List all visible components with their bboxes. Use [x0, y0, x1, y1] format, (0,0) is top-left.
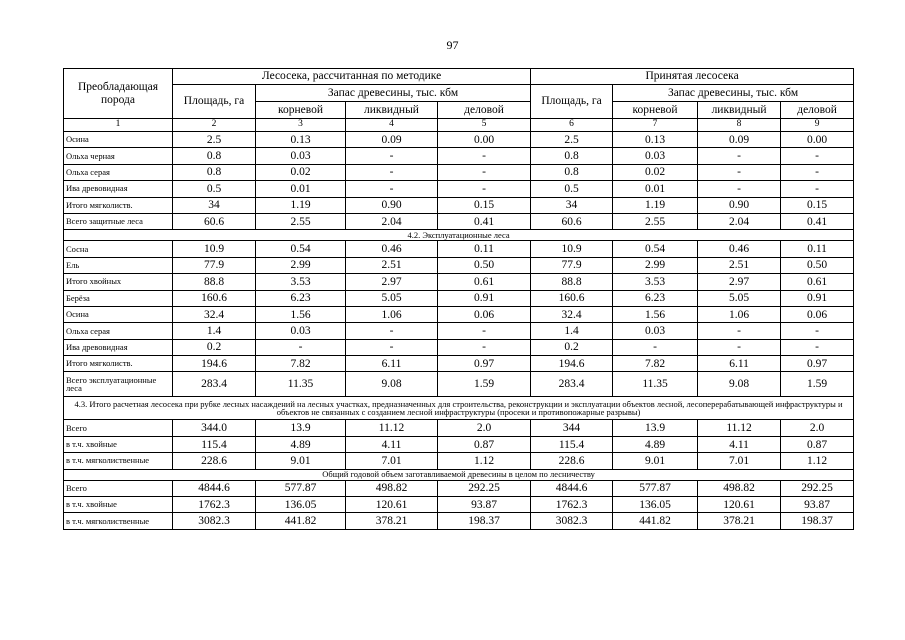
cell-value: -	[781, 323, 854, 339]
cell-value: 0.97	[781, 356, 854, 372]
row-label: Всего	[64, 480, 173, 496]
cell-value: 0.06	[781, 306, 854, 322]
cell-value: 1.59	[438, 372, 531, 397]
cell-value: 1.4	[531, 323, 613, 339]
row-label: Итого мягколиств.	[64, 197, 173, 213]
cell-value: 93.87	[781, 497, 854, 513]
cell-value: 0.03	[256, 148, 346, 164]
cell-value: 2.99	[613, 257, 698, 273]
column-number: 6	[531, 119, 613, 132]
cell-value: 11.35	[256, 372, 346, 397]
section-title: 4.3. Итого расчетная лесосека при рубке лесных насаждений на лесных участках, предназначенных для строительства, реконструкции и эксплуатации объектов лесной, лесоперерабатывающей инфраструктуры и объектов не связанных с созданием лесной инфраструктуры (просеки и противопожарные разрывы)	[64, 397, 854, 420]
cell-value: 0.41	[781, 213, 854, 229]
section-title-row	[64, 397, 854, 420]
cell-value: 577.87	[256, 480, 346, 496]
cell-value: -	[346, 148, 438, 164]
cell-value: 1.06	[346, 306, 438, 322]
cell-value: 120.61	[698, 497, 781, 513]
cell-value: -	[781, 148, 854, 164]
cell-value: 11.12	[346, 420, 438, 436]
cell-value: 498.82	[346, 480, 438, 496]
cell-value: 1.12	[438, 453, 531, 469]
cell-value: -	[346, 181, 438, 197]
header-root: корневой	[613, 102, 698, 119]
column-number-row	[64, 119, 854, 132]
section-title: 4.2. Эксплуатационные леса	[64, 230, 854, 241]
cell-value: 136.05	[256, 497, 346, 513]
cell-value: 7.82	[613, 356, 698, 372]
table-row	[64, 213, 854, 229]
header-group-calc: Лесосека, рассчитанная по методике	[173, 69, 531, 85]
cell-value: -	[781, 181, 854, 197]
cell-value: 198.37	[781, 513, 854, 529]
row-label: Всего	[64, 420, 173, 436]
table-row	[64, 480, 854, 496]
cell-value: 5.05	[346, 290, 438, 306]
row-label: Всего защитные леса	[64, 213, 173, 229]
cell-value: 3082.3	[173, 513, 256, 529]
cell-value: 115.4	[531, 436, 613, 452]
column-number: 5	[438, 119, 531, 132]
row-label: в т.ч. мягколиственные	[64, 513, 173, 529]
row-label: Ольха черная	[64, 148, 173, 164]
cell-value: 10.9	[531, 241, 613, 257]
cell-value: 34	[173, 197, 256, 213]
cell-value: 77.9	[531, 257, 613, 273]
cell-value: 160.6	[173, 290, 256, 306]
cell-value: 2.04	[346, 213, 438, 229]
cell-value: 0.90	[698, 197, 781, 213]
cell-value: 2.51	[346, 257, 438, 273]
column-number: 2	[173, 119, 256, 132]
cell-value: 0.91	[438, 290, 531, 306]
cell-value: 0.41	[438, 213, 531, 229]
cell-value: 115.4	[173, 436, 256, 452]
cell-value: 88.8	[531, 274, 613, 290]
cell-value: 0.87	[438, 436, 531, 452]
cell-value: 0.00	[438, 132, 531, 148]
cell-value: 88.8	[173, 274, 256, 290]
cell-value: 0.2	[531, 339, 613, 355]
header-liquid: ликвидный	[698, 102, 781, 119]
cell-value: 4844.6	[531, 480, 613, 496]
section-title-row	[64, 469, 854, 480]
header-business: деловой	[781, 102, 854, 119]
column-number: 8	[698, 119, 781, 132]
cell-value: 136.05	[613, 497, 698, 513]
table-row	[64, 257, 854, 273]
cell-value: 34	[531, 197, 613, 213]
table-row	[64, 290, 854, 306]
cell-value: 6.11	[698, 356, 781, 372]
cell-value: 6.11	[346, 356, 438, 372]
cell-value: 1.56	[256, 306, 346, 322]
cell-value: 441.82	[256, 513, 346, 529]
row-label: Сосна	[64, 241, 173, 257]
row-label: в т.ч. мягколиственные	[64, 453, 173, 469]
cell-value: 0.01	[256, 181, 346, 197]
cell-value: 0.11	[781, 241, 854, 257]
cell-value: 1.56	[613, 306, 698, 322]
table-row	[64, 274, 854, 290]
cell-value: 0.5	[173, 181, 256, 197]
row-label: в т.ч. хвойные	[64, 436, 173, 452]
cell-value: 13.9	[613, 420, 698, 436]
cell-value: 0.00	[781, 132, 854, 148]
cell-value: -	[698, 148, 781, 164]
cell-value: 0.02	[256, 164, 346, 180]
cell-value: -	[438, 339, 531, 355]
cell-value: 3082.3	[531, 513, 613, 529]
cell-value: 32.4	[531, 306, 613, 322]
row-label: Ольха серая	[64, 323, 173, 339]
cell-value: 228.6	[173, 453, 256, 469]
cell-value: 7.82	[256, 356, 346, 372]
cell-value: 0.8	[531, 148, 613, 164]
cell-value: 0.13	[613, 132, 698, 148]
cell-value: 2.0	[781, 420, 854, 436]
cell-value: 378.21	[346, 513, 438, 529]
table-row	[64, 436, 854, 452]
cell-value: 1.12	[781, 453, 854, 469]
column-number: 3	[256, 119, 346, 132]
cell-value: 1.19	[256, 197, 346, 213]
page-number: 97	[446, 38, 459, 52]
header-area: Площадь, га	[531, 85, 613, 119]
cell-value: 1762.3	[531, 497, 613, 513]
cell-value: 60.6	[531, 213, 613, 229]
header-root: корневой	[256, 102, 346, 119]
cell-value: 344.0	[173, 420, 256, 436]
table-row	[64, 148, 854, 164]
cell-value: 378.21	[698, 513, 781, 529]
cell-value: 0.8	[173, 148, 256, 164]
cell-value: 0.46	[698, 241, 781, 257]
cell-value: 7.01	[698, 453, 781, 469]
cell-value: 6.23	[613, 290, 698, 306]
cell-value: 0.46	[346, 241, 438, 257]
cell-value: 0.54	[613, 241, 698, 257]
header-group-accepted: Принятая лесосека	[531, 69, 854, 85]
cell-value: 60.6	[173, 213, 256, 229]
cell-value: 93.87	[438, 497, 531, 513]
cell-value: 577.87	[613, 480, 698, 496]
cell-value: 1.19	[613, 197, 698, 213]
cell-value: 2.0	[438, 420, 531, 436]
column-number: 7	[613, 119, 698, 132]
cell-value: 7.01	[346, 453, 438, 469]
cell-value: 0.02	[613, 164, 698, 180]
table-row	[64, 453, 854, 469]
cell-value: 1.4	[173, 323, 256, 339]
cell-value: 0.61	[438, 274, 531, 290]
cell-value: 498.82	[698, 480, 781, 496]
cell-value: 344	[531, 420, 613, 436]
table-row	[64, 356, 854, 372]
cell-value: 160.6	[531, 290, 613, 306]
cell-value: 292.25	[438, 480, 531, 496]
cell-value: -	[698, 181, 781, 197]
cell-value: -	[346, 164, 438, 180]
table-row	[64, 197, 854, 213]
cell-value: 0.8	[173, 164, 256, 180]
row-label: Итого мягколиств.	[64, 356, 173, 372]
cell-value: 1762.3	[173, 497, 256, 513]
cell-value: 4.89	[613, 436, 698, 452]
row-label: Берёза	[64, 290, 173, 306]
row-label: Итого хвойных	[64, 274, 173, 290]
cell-value: 0.97	[438, 356, 531, 372]
cell-value: 194.6	[531, 356, 613, 372]
cell-value: 2.04	[698, 213, 781, 229]
header-business: деловой	[438, 102, 531, 119]
cell-value: -	[438, 164, 531, 180]
cell-value: 0.11	[438, 241, 531, 257]
table-row	[64, 164, 854, 180]
cell-value: 0.5	[531, 181, 613, 197]
table-row	[64, 420, 854, 436]
cell-value: -	[438, 181, 531, 197]
cell-value: 0.61	[781, 274, 854, 290]
cell-value: 2.97	[346, 274, 438, 290]
cell-value: 2.51	[698, 257, 781, 273]
table-row	[64, 132, 854, 148]
table-row	[64, 241, 854, 257]
cell-value: 292.25	[781, 480, 854, 496]
cell-value: -	[438, 323, 531, 339]
cell-value: 0.90	[346, 197, 438, 213]
header-area: Площадь, га	[173, 85, 256, 119]
table-row	[64, 497, 854, 513]
cell-value: 283.4	[173, 372, 256, 397]
cell-value: 1.59	[781, 372, 854, 397]
cell-value: 0.15	[438, 197, 531, 213]
cell-value: 0.50	[781, 257, 854, 273]
cell-value: -	[698, 339, 781, 355]
cell-value: 32.4	[173, 306, 256, 322]
row-label: Осина	[64, 132, 173, 148]
column-number: 9	[781, 119, 854, 132]
cell-value: 0.09	[346, 132, 438, 148]
cell-value: -	[346, 339, 438, 355]
cell-value: 0.87	[781, 436, 854, 452]
cell-value: -	[698, 323, 781, 339]
cell-value: 0.09	[698, 132, 781, 148]
cell-value: 0.91	[781, 290, 854, 306]
cell-value: 2.5	[531, 132, 613, 148]
cell-value: 0.03	[613, 323, 698, 339]
cell-value: 4.89	[256, 436, 346, 452]
header-species: Преобладающая порода	[64, 69, 173, 119]
cell-value: 9.01	[613, 453, 698, 469]
row-label: Ива древовидная	[64, 181, 173, 197]
cell-value: 77.9	[173, 257, 256, 273]
table-row	[64, 323, 854, 339]
row-label: Ель	[64, 257, 173, 273]
cell-value: 0.8	[531, 164, 613, 180]
cell-value: 11.12	[698, 420, 781, 436]
cell-value: 10.9	[173, 241, 256, 257]
column-number: 4	[346, 119, 438, 132]
cell-value: 9.01	[256, 453, 346, 469]
cell-value: 0.54	[256, 241, 346, 257]
cell-value: 11.35	[613, 372, 698, 397]
cell-value: -	[781, 164, 854, 180]
header-stock: Запас древесины, тыс. кбм	[613, 85, 854, 102]
cell-value: 2.99	[256, 257, 346, 273]
cell-value: 0.15	[781, 197, 854, 213]
cell-value: 0.2	[173, 339, 256, 355]
cell-value: 4.11	[346, 436, 438, 452]
row-label: в т.ч. хвойные	[64, 497, 173, 513]
cell-value: 4844.6	[173, 480, 256, 496]
cell-value: -	[781, 339, 854, 355]
cell-value: 0.03	[256, 323, 346, 339]
table-row	[64, 372, 854, 397]
column-number: 1	[64, 119, 173, 132]
row-label: Ива древовидная	[64, 339, 173, 355]
cell-value: 9.08	[698, 372, 781, 397]
logging-volume-table	[63, 68, 854, 530]
cell-value: 2.97	[698, 274, 781, 290]
cell-value: 6.23	[256, 290, 346, 306]
cell-value: 2.5	[173, 132, 256, 148]
cell-value: 228.6	[531, 453, 613, 469]
cell-value: 0.06	[438, 306, 531, 322]
cell-value: 4.11	[698, 436, 781, 452]
cell-value: 441.82	[613, 513, 698, 529]
row-label: Ольха серая	[64, 164, 173, 180]
cell-value: 1.06	[698, 306, 781, 322]
cell-value: 120.61	[346, 497, 438, 513]
header-liquid: ликвидный	[346, 102, 438, 119]
table-row	[64, 181, 854, 197]
table-row	[64, 513, 854, 529]
row-label: Всего эксплуатационные леса	[64, 372, 173, 397]
cell-value: 198.37	[438, 513, 531, 529]
table-row	[64, 339, 854, 355]
cell-value: 13.9	[256, 420, 346, 436]
cell-value: 3.53	[613, 274, 698, 290]
cell-value: 5.05	[698, 290, 781, 306]
section-title: Общий годовой объем заготавливаемой древесины в целом по лесничеству	[64, 469, 854, 480]
cell-value: 2.55	[256, 213, 346, 229]
section-title-row	[64, 230, 854, 241]
header-stock: Запас древесины, тыс. кбм	[256, 85, 531, 102]
cell-value: -	[346, 323, 438, 339]
cell-value: 0.01	[613, 181, 698, 197]
cell-value: -	[256, 339, 346, 355]
cell-value: 2.55	[613, 213, 698, 229]
cell-value: 3.53	[256, 274, 346, 290]
cell-value: 194.6	[173, 356, 256, 372]
cell-value: 9.08	[346, 372, 438, 397]
cell-value: 0.13	[256, 132, 346, 148]
cell-value: 0.50	[438, 257, 531, 273]
cell-value: 283.4	[531, 372, 613, 397]
cell-value: -	[698, 164, 781, 180]
table-row	[64, 306, 854, 322]
row-label: Осина	[64, 306, 173, 322]
cell-value: 0.03	[613, 148, 698, 164]
cell-value: -	[613, 339, 698, 355]
cell-value: -	[438, 148, 531, 164]
